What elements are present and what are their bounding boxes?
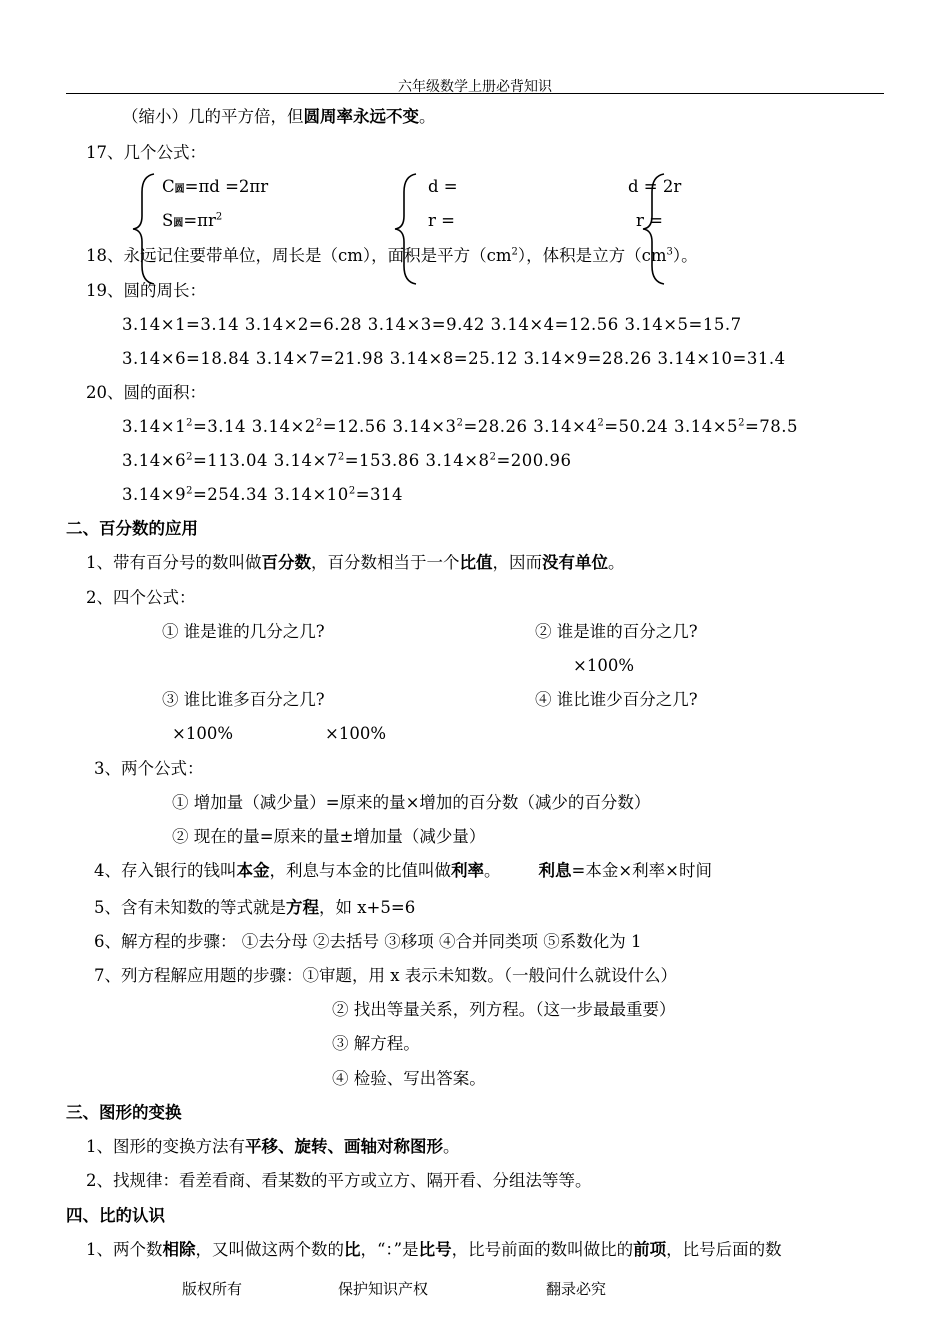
left-brace-2 <box>392 172 422 286</box>
formula-2-multiplier: ×100% <box>573 656 634 675</box>
page-header-title: 六年级数学上册必背知识 <box>398 79 552 95</box>
s2-item-1: 1、带有百分号的数叫做百分数，百分数相当于一个比值，因而没有单位。 <box>86 553 625 572</box>
perimeter-row-1: 3.14×1=3.14 3.14×2=6.28 3.14×3=9.42 3.14×4=12.56 3.14×5=15.7 <box>122 315 742 334</box>
s2-item-4: 4、存入银行的钱叫本金，利息与本金的比值叫做利率。 利息=本金×利率×时间 <box>94 861 712 880</box>
formula-3-multiplier: ×100% <box>172 724 233 743</box>
footer-copyright: 版权所有 <box>182 1280 243 1298</box>
header-rule <box>66 93 884 94</box>
left-brace-1 <box>130 172 160 286</box>
item-17: 17、几个公式： <box>86 143 206 162</box>
s2-item-3: 3、两个公式： <box>94 759 204 778</box>
line-circle-note: （缩小）几的平方倍，但圆周率永远不变。 <box>122 107 436 126</box>
s2-item-6: 6、解方程的步骤： ①去分母 ②去括号 ③移项 ④合并同类项 ⑤系数化为 1 <box>94 932 642 951</box>
formula-2: ② 谁是谁的百分之几? <box>535 622 698 641</box>
formula-r2: r = <box>636 211 663 230</box>
item-20: 20、圆的面积： <box>86 383 206 402</box>
s2-item-7-step-4: ④ 检验、写出答案。 <box>332 1069 486 1088</box>
perimeter-row-2: 3.14×6=18.84 3.14×7=21.98 3.14×8=25.12 3.14×9=28.26 3.14×10=31.4 <box>122 349 786 368</box>
formula-4: ④ 谁比谁少百分之几? <box>535 690 698 709</box>
s2-item-7: 7、列方程解应用题的步骤：①审题，用 x 表示未知数。（一般问什么就设什么） <box>94 966 678 985</box>
section-3-heading: 三、图形的变换 <box>66 1103 182 1122</box>
formula-circumference: C圆=πd =2πr <box>162 177 269 196</box>
formula-current: ② 现在的量=原来的量±增加量（减少量） <box>172 827 486 846</box>
item-19: 19、圆的周长： <box>86 281 206 300</box>
formula-increase: ① 增加量（减少量）=原来的量×增加的百分数（减少的百分数） <box>172 793 651 812</box>
area-row-2: $3.14\times 6^2=113.04$ $3.14\times 7^2=153.86$ $3.14\times 8^2=200.96$ <box>122 451 572 470</box>
formula-area: S圆$=\pi r^2$ <box>162 211 223 230</box>
formula-3: ③ 谁比谁多百分之几? <box>162 690 325 709</box>
section-2-heading: 二、百分数的应用 <box>66 519 198 538</box>
formula-r: r = <box>428 211 455 230</box>
formula-d: d = <box>428 177 458 196</box>
formula-d-2r: d = 2r <box>628 177 682 196</box>
s2-item-7-step-2: ② 找出等量关系，列方程。（这一步最最重要） <box>332 1000 676 1019</box>
area-row-3: $3.14\times 9^2=254.34$ $3.14\times 10^2=314$ <box>122 485 404 504</box>
formula-4-multiplier: ×100% <box>325 724 386 743</box>
s4-item-1: 1、两个数相除，又叫做这两个数的比，“：”是比号，比号前面的数叫做比的前项，比号后面的数 <box>86 1240 782 1259</box>
s2-item-2: 2、四个公式： <box>86 588 196 607</box>
footer-reproduction: 翻录必究 <box>546 1280 607 1298</box>
s2-item-7-step-3: ③ 解方程。 <box>332 1034 420 1053</box>
area-row-1: $3.14\times 1^2=3.14$ $3.14\times 2^2=12.56$ $3.14\times 3^2=28.26$ $3.14\times 4^2=50.24$ $3.14\times 5^2=78.5$ <box>122 417 799 436</box>
s3-item-2: 2、找规律：看差看商、看某数的平方或立方、隔开看、分组法等等。 <box>86 1171 592 1190</box>
item-18: 18、永远记住要带单位，周长是（cm），面积是平方$(cm^2)$，体积是立方$(cm^3)$。 <box>86 246 698 265</box>
section-4-heading: 四、比的认识 <box>66 1206 165 1225</box>
footer-ip: 保护知识产权 <box>338 1280 429 1298</box>
formula-1: ① 谁是谁的几分之几? <box>162 622 325 641</box>
s3-item-1: 1、图形的变换方法有平移、旋转、画轴对称图形。 <box>86 1137 460 1156</box>
s2-item-5: 5、含有未知数的等式就是方程，如 x+5=6 <box>94 898 416 917</box>
